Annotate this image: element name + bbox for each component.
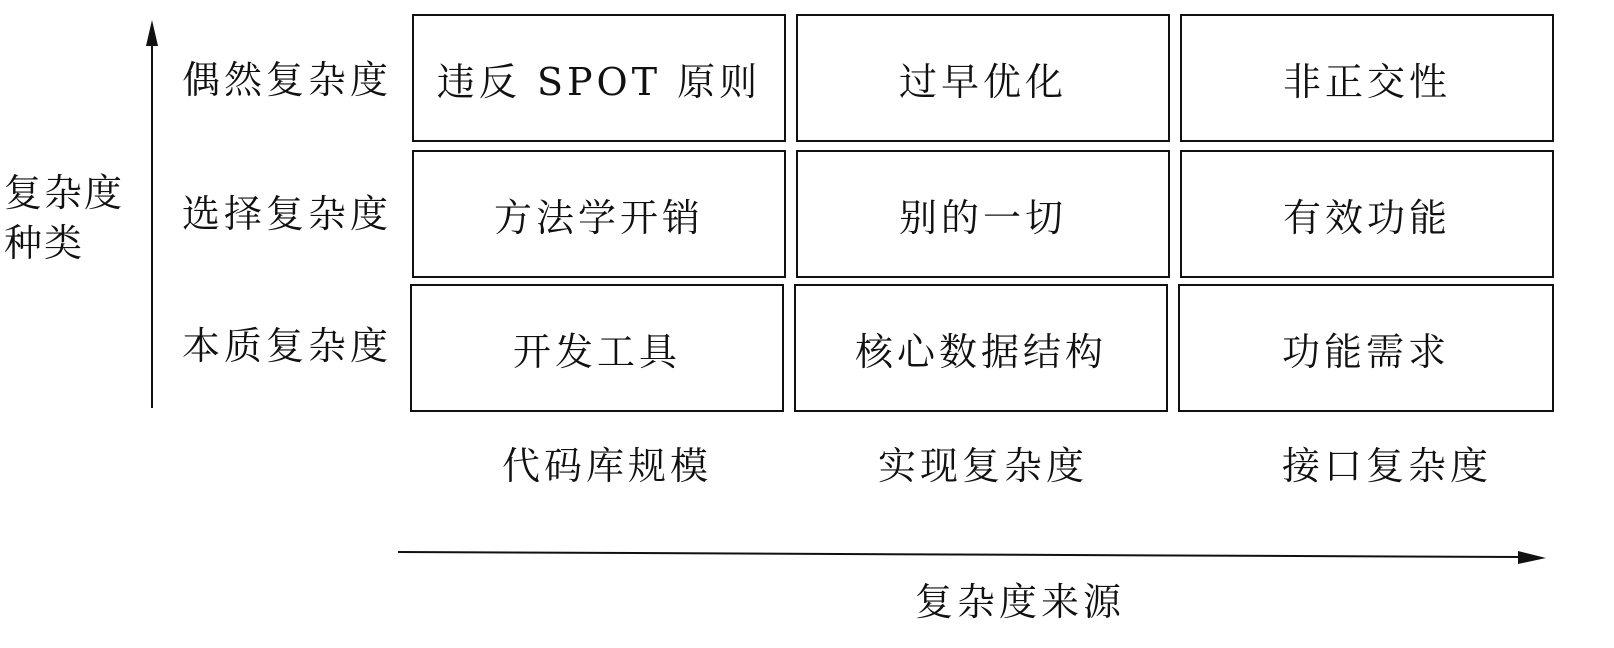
- cell-accidental-implementation: 过早优化: [796, 14, 1170, 142]
- cell-optional-interface: 有效功能: [1180, 150, 1554, 278]
- cell-optional-implementation: 别的一切: [796, 150, 1170, 278]
- cell-accidental-interface: 非正交性: [1180, 14, 1554, 142]
- cell-essential-interface: 功能需求: [1178, 284, 1554, 412]
- row-label-optional: 选择复杂度: [182, 192, 393, 236]
- column-label-interface: 接口复杂度: [1281, 444, 1492, 488]
- column-label-codebase: 代码库规模: [501, 444, 712, 488]
- cell-accidental-codebase: 违反 SPOT 原则: [412, 14, 786, 142]
- row-label-accidental: 偶然复杂度: [182, 58, 393, 102]
- column-label-implementation: 实现复杂度: [877, 444, 1088, 488]
- y-axis-arrow-icon: [146, 20, 158, 46]
- x-axis-title: 复杂度来源: [914, 580, 1125, 624]
- x-axis-arrow-icon: [1518, 551, 1546, 564]
- y-axis-title-line2: 种类: [4, 221, 85, 265]
- row-label-essential: 本质复杂度: [182, 324, 393, 368]
- cell-essential-codebase: 开发工具: [410, 284, 784, 412]
- cell-essential-implementation: 核心数据结构: [794, 284, 1168, 412]
- y-axis-title: [4, 168, 144, 268]
- y-axis-title-line1: 复杂度: [4, 171, 125, 215]
- x-axis-line: [398, 552, 1520, 557]
- cell-optional-codebase: 方法学开销: [412, 150, 786, 278]
